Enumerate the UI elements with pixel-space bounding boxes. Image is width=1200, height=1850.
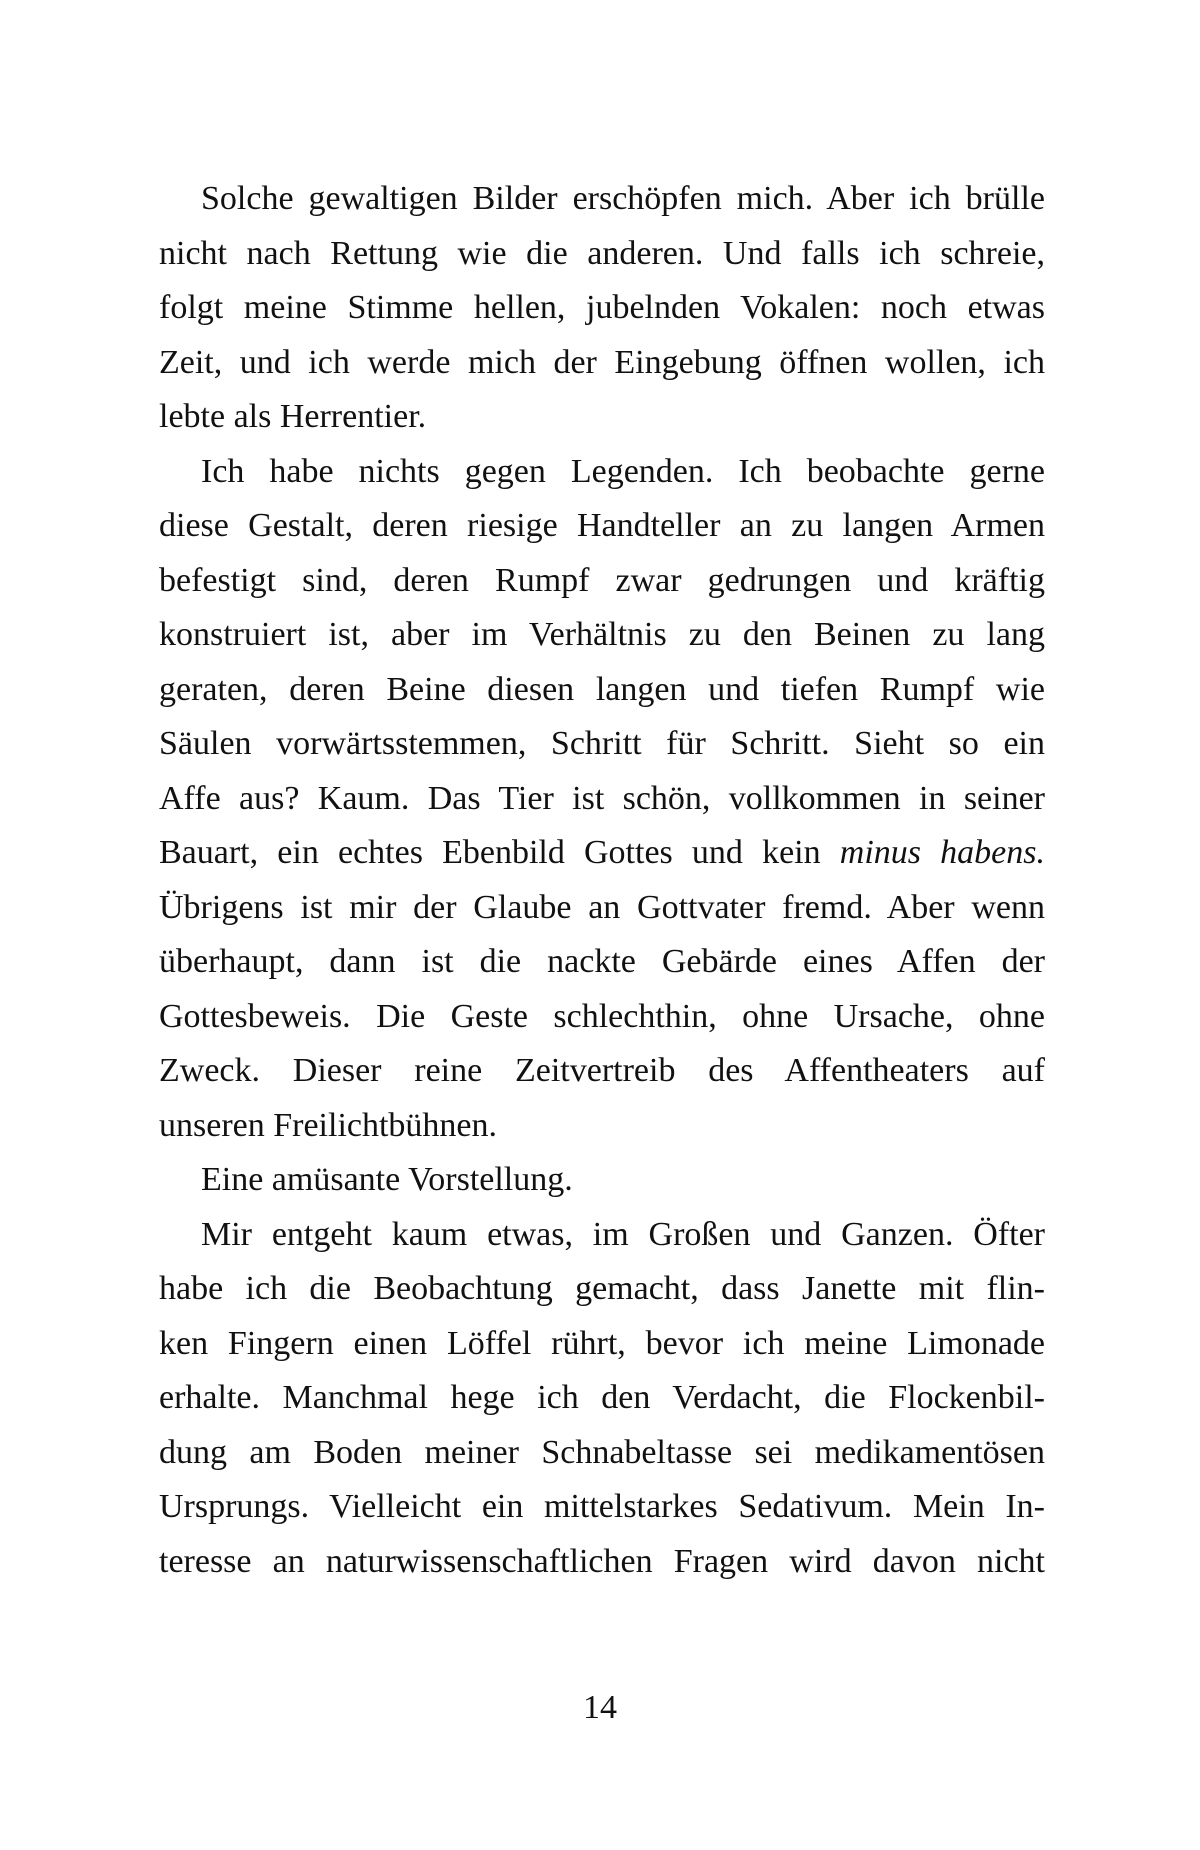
line-text: teresse an naturwissenschaftlichen Fragen wird davon nicht bbox=[159, 1542, 1045, 1580]
line-text: Zweck. Dieser reine Zeitvertreib des Affentheaters auf bbox=[159, 1052, 1045, 1089]
line-text: Gottesbeweis. Die Geste schlechthin, ohne Ursache, ohne bbox=[159, 997, 1045, 1035]
text-line bbox=[159, 1317, 1045, 1372]
line-text: unseren Freilichtbühnen. bbox=[159, 1106, 498, 1144]
line-text: Solche gewaltigen Bilder erschöpfen mich. Aber ich brülle bbox=[201, 180, 1045, 217]
line-text: Mir entgeht kaum etwas, im Großen und Ganzen. Öfter bbox=[201, 1215, 1045, 1253]
line-text: Ursprungs. Vielleicht ein mittelstarkes Sedativum. Mein In- bbox=[159, 1488, 1045, 1525]
text-line bbox=[159, 1044, 1045, 1099]
text-line bbox=[159, 990, 1045, 1045]
line-text: konstruiert ist, aber im Verhältnis zu den Beinen zu lang bbox=[159, 616, 1045, 653]
line-text: befestigt sind, deren Rumpf zwar gedrungen und kräftig bbox=[159, 561, 1045, 599]
text-line bbox=[159, 1262, 1045, 1317]
text-line bbox=[159, 717, 1045, 772]
line-text: diese Gestalt, deren riesige Handteller an zu langen Armen bbox=[159, 507, 1045, 544]
line-text: lebte als Herrentier. bbox=[159, 398, 427, 435]
line-text: überhaupt, dann ist die nackte Gebärde eines Affen der bbox=[159, 943, 1045, 980]
line-text: Affe aus? Kaum. Das Tier ist schön, vollkommen in seiner bbox=[159, 779, 1045, 817]
text-line bbox=[159, 1153, 1045, 1208]
line-text: folgt meine Stimme hellen, jubelnden Vokalen: noch etwas bbox=[159, 289, 1045, 326]
line-text: Zeit, und ich werde mich der Eingebung öffnen wollen, ich bbox=[159, 343, 1045, 381]
line-text: Ich habe nichts gegen Legenden. Ich beobachte gerne bbox=[201, 452, 1045, 490]
line-text: Eine amüsante Vorstellung. bbox=[201, 1161, 573, 1198]
text-line bbox=[159, 1371, 1045, 1426]
text-line bbox=[159, 881, 1045, 936]
text-line bbox=[159, 1208, 1045, 1263]
line-text: habe ich die Beobachtung gemacht, dass Janette mit flin- bbox=[159, 1270, 1045, 1307]
text-line bbox=[159, 227, 1045, 282]
text-line bbox=[159, 281, 1045, 336]
line-text: dung am Boden meiner Schnabeltasse sei medikamentösen bbox=[159, 1433, 1045, 1471]
line-text: nicht nach Rettung wie die anderen. Und falls ich schreie, bbox=[159, 234, 1045, 272]
line-text: Säulen vorwärtsstemmen, Schritt für Schritt. Sieht so ein bbox=[159, 725, 1045, 762]
text-line bbox=[159, 1099, 1045, 1154]
text-line bbox=[159, 172, 1045, 227]
text-line bbox=[159, 499, 1045, 554]
text-line bbox=[159, 608, 1045, 663]
line-text: erhalte. Manchmal hege ich den Verdacht, die Flockenbil- bbox=[159, 1379, 1045, 1416]
body-text bbox=[159, 172, 1045, 1589]
text-line bbox=[159, 554, 1045, 609]
text-line bbox=[159, 390, 1045, 445]
line-text: geraten, deren Beine diesen langen und tiefen Rumpf wie bbox=[159, 670, 1045, 708]
line-text: Bauart, ein echtes Ebenbild Gottes und kein bbox=[159, 834, 840, 871]
text-line bbox=[159, 1535, 1045, 1590]
text-line bbox=[159, 1426, 1045, 1481]
line-text: ken Fingern einen Löffel rührt, bevor ich meine Limonade bbox=[159, 1324, 1045, 1362]
italic-text: minus habens. bbox=[839, 834, 1045, 871]
line-text: Übrigens ist mir der Glaube an Gottvater fremd. Aber wenn bbox=[159, 888, 1045, 926]
text-line bbox=[159, 935, 1045, 990]
text-line bbox=[159, 663, 1045, 718]
text-line bbox=[159, 826, 1045, 881]
text-line bbox=[159, 772, 1045, 827]
page-number: 14 bbox=[583, 1689, 617, 1726]
text-line bbox=[159, 336, 1045, 391]
text-line bbox=[159, 1480, 1045, 1535]
text-line bbox=[159, 445, 1045, 500]
